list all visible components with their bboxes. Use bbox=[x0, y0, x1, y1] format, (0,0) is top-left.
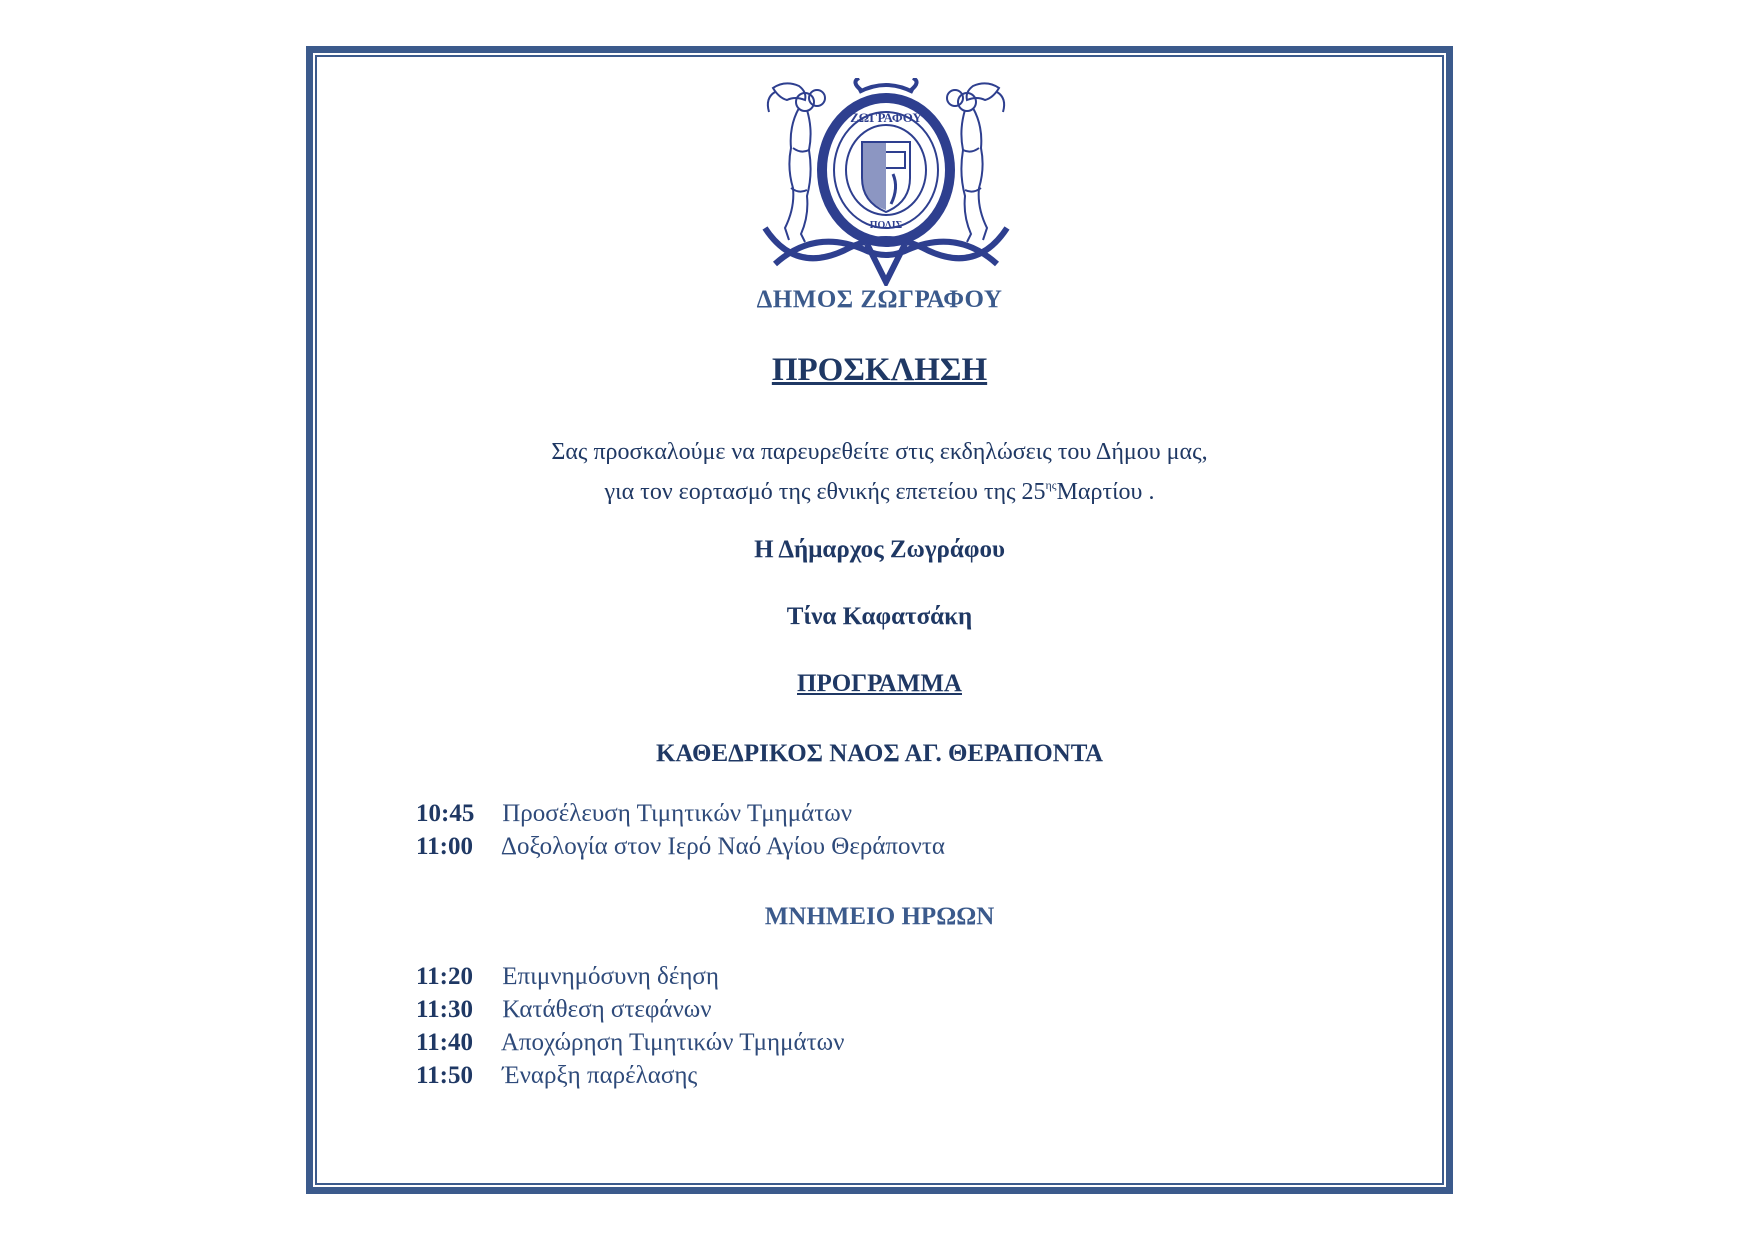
schedule-item bbox=[416, 797, 945, 830]
invitation-line-2 bbox=[320, 469, 1439, 509]
schedule-description: Έναρξη παρέλασης bbox=[502, 1062, 698, 1089]
programme-heading: ΠΡΟΓΡΑΜΜΑ bbox=[797, 670, 962, 697]
schedule-item bbox=[416, 1059, 844, 1092]
schedule-time: 11:20 bbox=[416, 963, 473, 990]
schedule-time: 11:40 bbox=[416, 1029, 473, 1056]
venue-heading: ΚΑΘΕΔΡΙΚΟΣ ΝΑΟΣ ΑΓ. ΘΕΡΑΠΟΝΤΑ bbox=[655, 740, 1104, 767]
schedule-description: Αποχώρηση Τιμητικών Τμημάτων bbox=[500, 1029, 845, 1056]
schedule-description: Επιμνημόσυνη δέηση bbox=[502, 963, 719, 990]
invitation-line-2-start: για τον εορτασμό της εθνικής επετείου της 25 bbox=[604, 479, 1046, 505]
invitation-text bbox=[320, 436, 1439, 509]
invitation-line-1: Σας προσκαλούμε να παρευρεθείτε στις εκδηλώσεις του Δήμου μας, bbox=[551, 439, 1208, 465]
schedule-item bbox=[416, 1026, 844, 1059]
schedule-description: Δοξολογία στον Ιερό Ναό Αγίου Θεράποντα bbox=[500, 833, 945, 860]
schedule-item bbox=[416, 830, 945, 863]
mayor-name: Τίνα Καφατσάκη bbox=[786, 603, 973, 630]
schedule-list bbox=[416, 797, 945, 863]
ordinal-superscript: ης bbox=[1045, 478, 1057, 492]
schedule-time: 10:45 bbox=[416, 800, 475, 827]
page-title: ΠΡΟΣΚΛΗΣΗ bbox=[771, 352, 988, 388]
schedule-time: 11:50 bbox=[416, 1062, 473, 1089]
invitation-line-2-end: Μαρτίου . bbox=[1056, 479, 1155, 505]
logo-ring-top-text: ΖΩΓΡΑΦΟΥ bbox=[850, 110, 922, 125]
schedule-list bbox=[416, 960, 844, 1092]
logo-ring-bottom-text: ΠΟΛΙΣ bbox=[869, 220, 903, 231]
schedule-item bbox=[416, 960, 844, 993]
venue-heading: ΜΝΗΜΕΙΟ ΗΡΩΩΝ bbox=[764, 903, 995, 930]
schedule-time: 11:30 bbox=[416, 996, 473, 1023]
schedule-description: Προσέλευση Τιμητικών Τμημάτων bbox=[502, 800, 853, 827]
municipality-name: ΔΗΜΟΣ ΖΩΓΡΑΦΟΥ bbox=[756, 286, 1003, 313]
schedule-item bbox=[416, 993, 844, 1026]
schedule-time: 11:00 bbox=[416, 833, 473, 860]
municipality-logo bbox=[755, 78, 1017, 286]
schedule-description: Κατάθεση στεφάνων bbox=[502, 996, 712, 1023]
mayor-role: Η Δήμαρχος Ζωγράφου bbox=[754, 536, 1005, 563]
